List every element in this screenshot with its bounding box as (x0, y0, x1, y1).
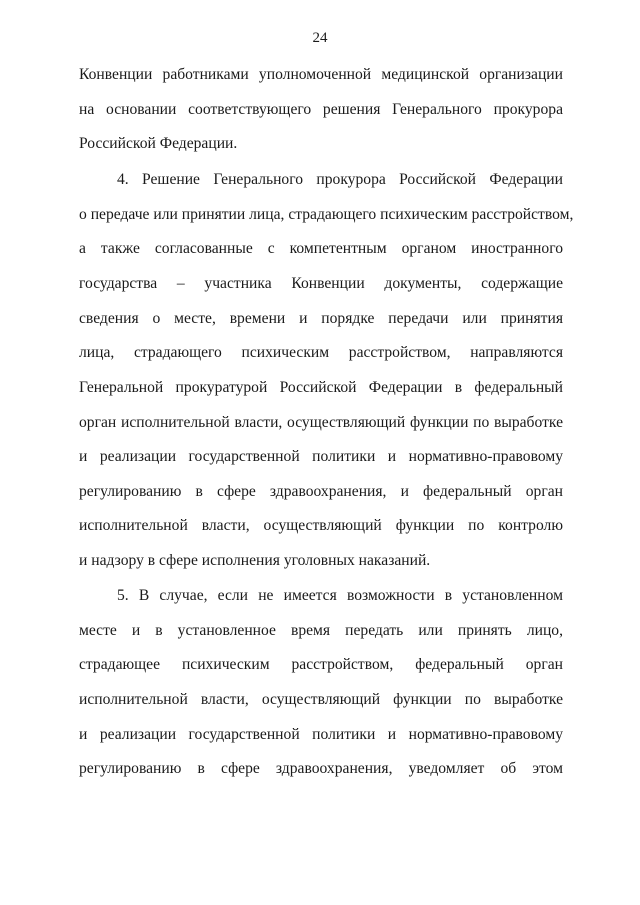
text-line: регулированию в сфере здравоохранения, уведомляет об этом (79, 760, 563, 777)
text-line: Российской Федерации. (79, 135, 238, 152)
text-line: а также согласованные с компетентным органом иностранного (79, 240, 563, 257)
text-line: исполнительной власти, осуществляющий функции по выработке (79, 691, 563, 708)
text-line: государства – участника Конвенции документы, содержащие (79, 275, 563, 292)
text-line: и реализации государственной политики и нормативно-правовому (79, 448, 563, 465)
text-line: и реализации государственной политики и нормативно-правовому (79, 726, 563, 743)
text-line: месте и в установленное время передать или принять лицо, (79, 622, 563, 639)
page-number: 24 (312, 30, 328, 46)
text-line: страдающее психическим расстройством, федеральный орган (79, 656, 563, 673)
paragraph-5-first-line: 5. В случае, если не имеется возможности в установленном (117, 587, 563, 604)
text-line: регулированию в сфере здравоохранения, и федеральный орган (79, 483, 563, 500)
text-line: на основании соответствующего решения Генерального прокурора (79, 101, 563, 118)
text-line: о передаче или принятии лица, страдающего психическим расстройством, (79, 206, 574, 223)
text-line: Конвенции работниками уполномоченной медицинской организации (79, 66, 563, 83)
text-line: лица, страдающего психическим расстройством, направляются (79, 344, 563, 361)
text-line: Генеральной прокуратурой Российской Федерации в федеральный (79, 379, 563, 396)
paragraph-4-first-line: 4. Решение Генерального прокурора Российской Федерации (117, 171, 563, 188)
text-line: исполнительной власти, осуществляющий функции по контролю (79, 517, 563, 534)
text-line: сведения о месте, времени и порядке передачи или принятия (79, 310, 563, 327)
text-line: и надзору в сфере исполнения уголовных наказаний. (79, 552, 431, 569)
text-line: орган исполнительной власти, осуществляющий функции по выработке (79, 414, 563, 431)
